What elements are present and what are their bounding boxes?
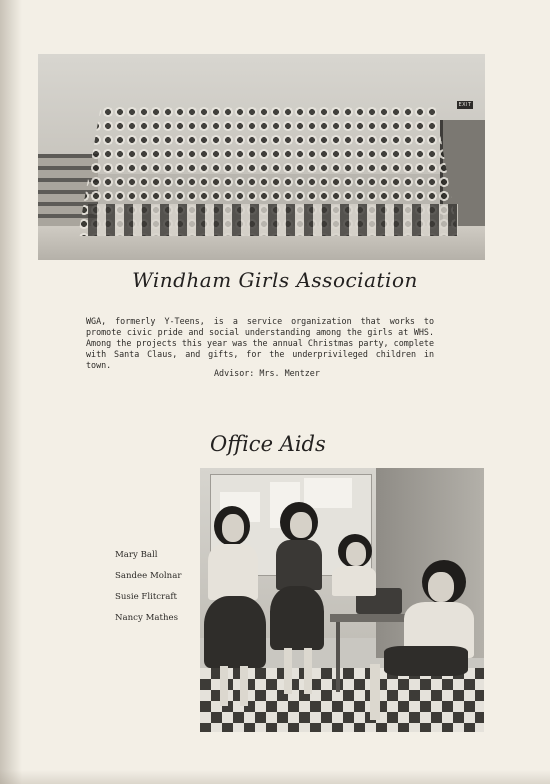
wga-description: WGA, formerly Y-Teens, is a service organization that works to promote civic pride and social understanding among the girls at WHS. Among the projects this year was the annual Christmas party, complete with Santa Claus, and gifts, for the underprivileged children in town. — [86, 316, 434, 370]
office-aids-title: Office Aids — [210, 432, 326, 456]
office-aids-name-list — [115, 550, 181, 634]
page-bottom-edge — [0, 770, 550, 784]
girl-blouse — [332, 566, 376, 596]
girl-skirt — [204, 596, 266, 668]
exit-sign: EXIT — [458, 102, 472, 108]
girl-blouse — [208, 544, 258, 600]
wga-title: Windham Girls Association — [132, 268, 418, 292]
wga-advisor: Advisor: Mrs. Mentzer — [214, 368, 320, 378]
desk-leg — [336, 622, 340, 692]
member-name: Susie Flitcraft — [115, 592, 177, 602]
girl-sweater — [276, 540, 322, 590]
girl-face — [290, 512, 312, 538]
girl-skirt — [270, 586, 324, 650]
posted-paper — [304, 478, 352, 508]
member-name: Nancy Mathes — [115, 613, 178, 623]
front-row — [88, 204, 458, 236]
girl-leg — [304, 648, 312, 694]
girl-face — [428, 572, 454, 602]
wga-group-photo — [38, 54, 485, 260]
girl-skirt — [384, 646, 468, 676]
girl-leg — [220, 666, 228, 706]
office-aids-photo — [200, 468, 484, 732]
girl-leg — [240, 666, 248, 706]
girl-leg — [370, 664, 380, 720]
member-name: Sandee Molnar — [115, 571, 182, 581]
page-gutter-shadow — [0, 0, 22, 784]
girl-leg — [284, 648, 292, 694]
girl-face — [346, 542, 366, 566]
girl-face — [222, 514, 244, 542]
member-name: Mary Ball — [115, 550, 158, 560]
